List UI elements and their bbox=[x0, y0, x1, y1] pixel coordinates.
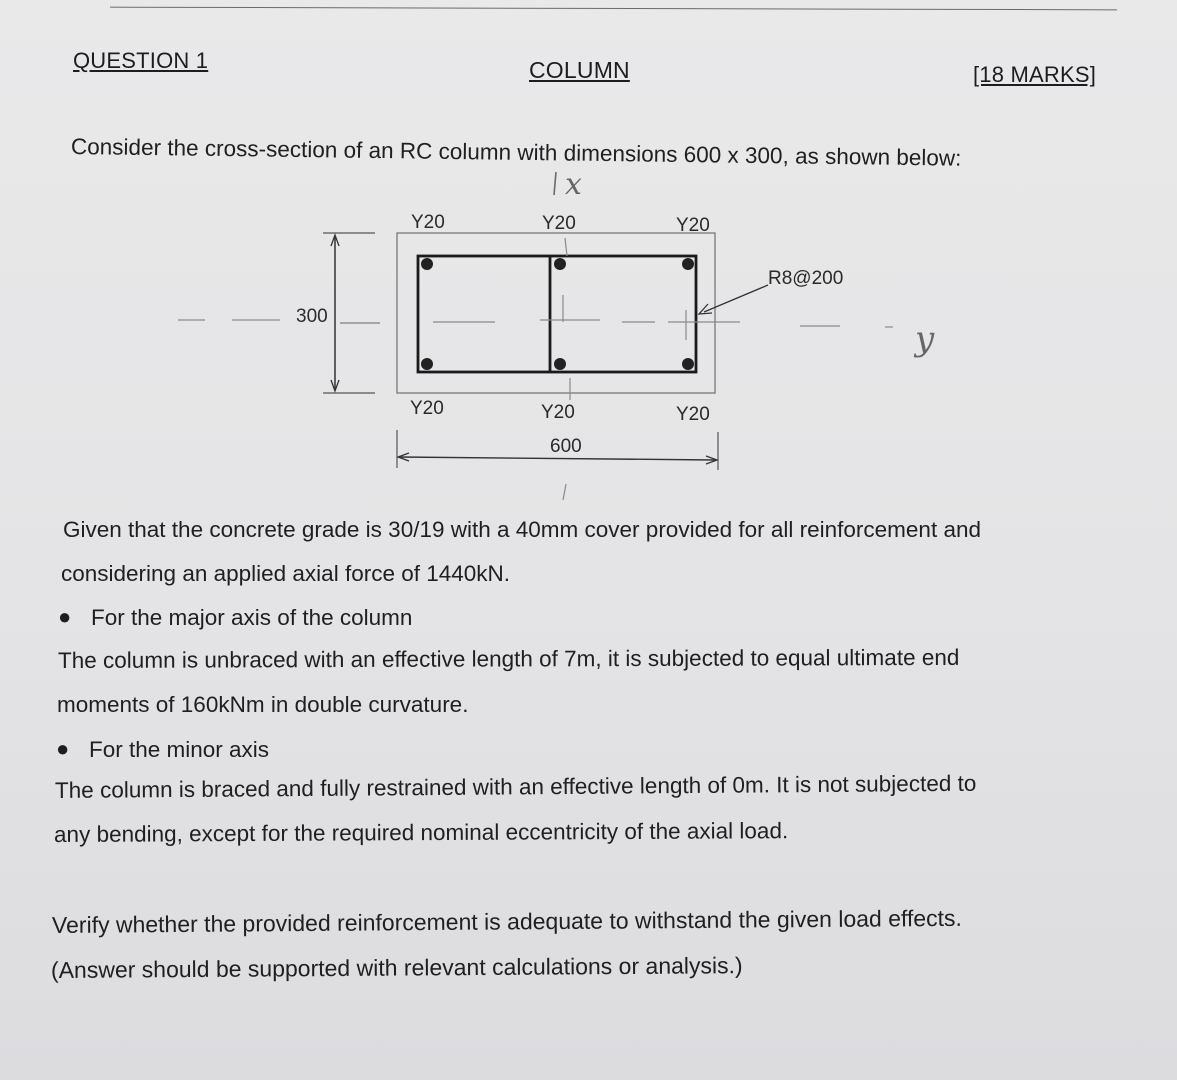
top-bar-label-1: Y20 bbox=[411, 212, 445, 233]
major-axis-text-line-1: The column is unbraced with an effective length of 7m, it is subjected to equal ultimate end bbox=[57, 644, 960, 673]
question-topic: COLUMN bbox=[529, 57, 630, 83]
bottom-bar-label-1: Y20 bbox=[410, 398, 444, 419]
rebars bbox=[421, 258, 694, 370]
axis-y-note: y bbox=[915, 319, 935, 359]
top-bar-label-2: Y20 bbox=[542, 213, 576, 234]
major-axis-text-line-2: moments of 160kNm in double curvature. bbox=[57, 692, 469, 717]
axis-x-note bbox=[554, 167, 582, 202]
task-text-line-2: (Answer should be supported with relevant calculations or analysis.) bbox=[50, 952, 743, 983]
bottom-bar-label-3: Y20 bbox=[676, 404, 710, 425]
svg-text:x: x bbox=[565, 167, 582, 202]
given-text-line-1: Given that the concrete grade is 30/19 with a 40mm cover provided for all reinforcement and bbox=[63, 517, 981, 542]
minor-axis-text-line-2: any bending, except for the required nominal eccentricity of the axial load. bbox=[53, 818, 789, 847]
given-text-line-2: considering an applied axial force of 1440kN. bbox=[61, 561, 511, 586]
width-dimension: 600 bbox=[550, 436, 582, 457]
link-label: R8@200 bbox=[768, 268, 844, 289]
top-bar-label-3: Y20 bbox=[676, 215, 710, 236]
bullet-major-axis: For the major axis of the column bbox=[91, 605, 413, 630]
bullet-dot-1: ● bbox=[58, 604, 72, 629]
task-text-line-1: Verify whether the provided reinforcement is adequate to withstand the given load effects. bbox=[51, 904, 962, 938]
bottom-bar-label-2: Y20 bbox=[541, 402, 575, 423]
bullet-minor-axis: For the minor axis bbox=[89, 737, 270, 762]
marks: [18 MARKS] bbox=[973, 62, 1097, 87]
axis-y-dashed bbox=[178, 320, 893, 327]
minor-axis-text-line-1: The column is braced and fully restrained with an effective length of 0m. It is not subjected to bbox=[54, 770, 977, 803]
column-cross-section-diagram bbox=[0, 0, 1177, 520]
bullet-dot-2: ● bbox=[56, 736, 70, 761]
question-number: QUESTION 1 bbox=[73, 48, 209, 73]
intro-text: Consider the cross-section of an RC column with dimensions 600 x 300, as shown below: bbox=[70, 134, 962, 171]
stirrup-links bbox=[418, 256, 696, 372]
height-dimension: 300 bbox=[296, 306, 328, 327]
